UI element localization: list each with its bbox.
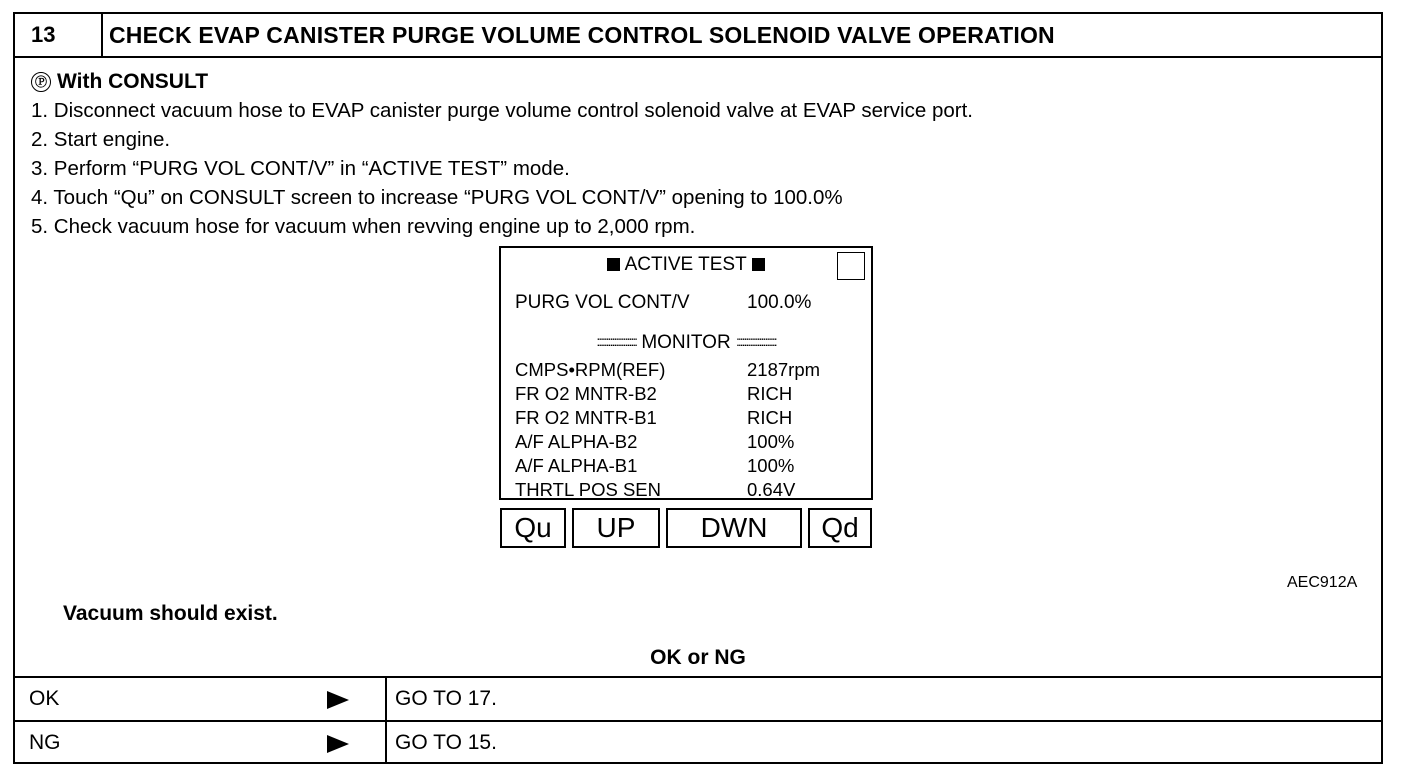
down-button[interactable]: DWN [666,508,802,548]
screen-checkbox[interactable] [837,252,865,280]
monitor-value: 2187rpm [747,359,821,380]
square-bullet-icon [607,258,620,271]
test-item-label: PURG VOL CONT/V [515,292,690,313]
qd-button[interactable]: Qd [808,508,872,548]
square-bullet-icon [752,258,765,271]
monitor-value: 100% [747,455,795,476]
consult-heading [31,70,208,94]
dotted-rule: ::::::::::::::::::::: [596,333,637,349]
outcome-action: GO TO 15. [395,731,497,754]
monitor-label: A/F ALPHA-B2 [515,431,638,452]
monitor-list [515,358,820,502]
instruction-list [31,96,973,241]
instruction-step: 4. Touch “Qu” on CONSULT screen to increase “PURG VOL CONT/V” opening to 100.0% [31,186,843,209]
instruction-step: 2. Start engine. [31,128,171,151]
dotted-rule: ::::::::::::::::::::: [735,333,776,349]
figure-id: AEC912A [1287,574,1358,591]
screen-title [501,254,871,276]
arrow-right-icon [327,735,349,753]
arrow-right-icon [327,691,349,709]
expected-result: Vacuum should exist. [63,602,278,625]
monitor-row [515,478,820,502]
ok-or-ng-heading: OK or NG [650,646,746,669]
monitor-value: 100% [747,431,795,452]
outcome-key: NG [29,731,61,754]
instruction-step: 1. Disconnect vacuum hose to EVAP canister purge volume control solenoid valve at EVAP service port. [31,99,973,122]
monitor-row [515,382,820,406]
outcome-key: OK [29,687,60,710]
instruction-step: 3. Perform “PURG VOL CONT/V” in “ACTIVE TEST” mode. [31,157,570,180]
consult-icon: Ⓟ [31,72,51,92]
monitor-value: RICH [747,407,793,428]
monitor-label: CMPS•RPM(REF) [515,359,666,380]
step-header [15,14,1381,58]
outcome-row-ok [15,676,1381,720]
column-divider [385,722,387,764]
outcome-row-ng [15,720,1381,764]
instruction-step: 5. Check vacuum hose for vacuum when revving engine up to 2,000 rpm. [31,215,696,238]
monitor-label: A/F ALPHA-B1 [515,455,638,476]
monitor-label: FR O2 MNTR-B1 [515,407,657,428]
column-divider [385,678,387,720]
qu-button[interactable]: Qu [500,508,566,548]
screen-title-text: ACTIVE TEST [624,254,747,275]
up-button[interactable]: UP [572,508,660,548]
monitor-label: MONITOR [641,332,731,353]
test-item-row [515,292,855,314]
monitor-row [515,430,820,454]
step-title: CHECK EVAP CANISTER PURGE VOLUME CONTROL SOLENOID VALVE OPERATION [109,22,1055,48]
consult-screen [499,246,873,500]
step-number: 13 [15,14,103,56]
monitor-row [515,454,820,478]
consult-label: With CONSULT [57,70,209,93]
monitor-row [515,406,820,430]
monitor-divider [509,332,863,354]
monitor-value: RICH [747,383,793,404]
outcome-action: GO TO 17. [395,687,497,710]
monitor-label: THRTL POS SEN [515,479,661,500]
monitor-row [515,358,820,382]
test-item-value: 100.0% [747,292,812,313]
monitor-label: FR O2 MNTR-B2 [515,383,657,404]
monitor-value: 0.64V [747,479,796,500]
